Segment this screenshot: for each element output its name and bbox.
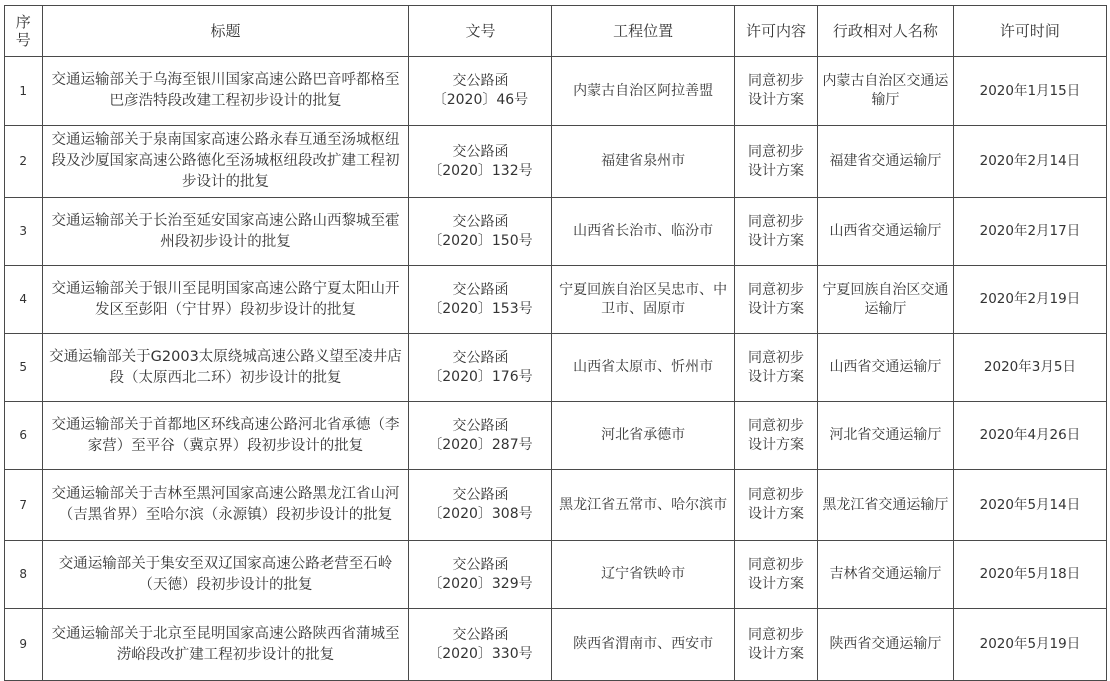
- table-row: [5, 334, 1107, 402]
- table-row: [5, 266, 1107, 334]
- cell-doc-no: 交公路函 〔2020〕132号: [409, 126, 552, 198]
- cell-title: 交通运输部关于泉南国家高速公路永春互通至汤城枢纽段及沙厦国家高速公路德化至汤城枢纽段改扩建工程初步设计的批复: [42, 126, 409, 198]
- cell-date: 2020年4月26日: [953, 402, 1106, 470]
- document-page: [4, 5, 1107, 681]
- table-row: [5, 57, 1107, 126]
- cell-party: 内蒙古自治区交通运输厅: [818, 57, 954, 126]
- cell-title: 交通运输部关于G2003太原绕城高速公路义望至凌井店段（太原西北二环）初步设计的批复: [42, 334, 409, 402]
- cell-doc-no: 交公路函 〔2020〕150号: [409, 198, 552, 266]
- cell-party: 山西省交通运输厅: [818, 334, 954, 402]
- cell-title: 交通运输部关于长治至延安国家高速公路山西黎城至霍州段初步设计的批复: [42, 198, 409, 266]
- cell-title: 交通运输部关于银川至昆明国家高速公路宁夏太阳山开发区至彭阳（宁甘界）段初步设计的批复: [42, 266, 409, 334]
- cell-title: 交通运输部关于乌海至银川国家高速公路巴音呼都格至巴彦浩特段改建工程初步设计的批复: [42, 57, 409, 126]
- cell-date: 2020年2月19日: [953, 266, 1106, 334]
- cell-no: 6: [5, 402, 43, 470]
- header-date: 许可时间: [953, 6, 1106, 57]
- cell-title: 交通运输部关于吉林至黑河国家高速公路黑龙江省山河（吉黑省界）至哈尔滨（永源镇）段初步设计的批复: [42, 470, 409, 541]
- cell-location: 陕西省渭南市、西安市: [552, 609, 734, 681]
- cell-content: 同意初步 设计方案: [734, 266, 817, 334]
- cell-content: 同意初步 设计方案: [734, 541, 817, 609]
- cell-party: 福建省交通运输厅: [818, 126, 954, 198]
- header-no-char-2: 号: [15, 31, 31, 49]
- cell-location: 辽宁省铁岭市: [552, 541, 734, 609]
- cell-content: 同意初步 设计方案: [734, 126, 817, 198]
- cell-title: 交通运输部关于首都地区环线高速公路河北省承德（李家营）至平谷（冀京界）段初步设计的批复: [42, 402, 409, 470]
- cell-location: 宁夏回族自治区吴忠市、中卫市、固原市: [552, 266, 734, 334]
- cell-date: 2020年5月14日: [953, 470, 1106, 541]
- cell-location: 内蒙古自治区阿拉善盟: [552, 57, 734, 126]
- cell-party: 宁夏回族自治区交通运输厅: [818, 266, 954, 334]
- header-no: [5, 6, 43, 57]
- cell-no: 1: [5, 57, 43, 126]
- cell-doc-no: 交公路函 〔2020〕176号: [409, 334, 552, 402]
- cell-party: 吉林省交通运输厅: [818, 541, 954, 609]
- cell-content: 同意初步 设计方案: [734, 609, 817, 681]
- cell-party: 陕西省交通运输厅: [818, 609, 954, 681]
- cell-content: 同意初步 设计方案: [734, 198, 817, 266]
- cell-location: 黑龙江省五常市、哈尔滨市: [552, 470, 734, 541]
- cell-no: 5: [5, 334, 43, 402]
- cell-date: 2020年5月19日: [953, 609, 1106, 681]
- header-content: 许可内容: [734, 6, 817, 57]
- cell-location: 福建省泉州市: [552, 126, 734, 198]
- cell-doc-no: 交公路函 〔2020〕329号: [409, 541, 552, 609]
- cell-date: 2020年5月18日: [953, 541, 1106, 609]
- cell-content: 同意初步 设计方案: [734, 470, 817, 541]
- table-body: [5, 57, 1107, 681]
- cell-doc-no: 交公路函 〔2020〕308号: [409, 470, 552, 541]
- table-row: [5, 198, 1107, 266]
- cell-doc-no: 交公路函 〔2020〕330号: [409, 609, 552, 681]
- cell-content: 同意初步 设计方案: [734, 57, 817, 126]
- cell-location: 山西省长治市、临汾市: [552, 198, 734, 266]
- table-row: [5, 126, 1107, 198]
- header-title: 标题: [42, 6, 409, 57]
- cell-location: 山西省太原市、忻州市: [552, 334, 734, 402]
- cell-content: 同意初步 设计方案: [734, 334, 817, 402]
- cell-party: 山西省交通运输厅: [818, 198, 954, 266]
- cell-location: 河北省承德市: [552, 402, 734, 470]
- permit-table: [4, 5, 1107, 681]
- table-row: [5, 402, 1107, 470]
- cell-no: 7: [5, 470, 43, 541]
- cell-title: 交通运输部关于北京至昆明国家高速公路陕西省蒲城至涝峪段改扩建工程初步设计的批复: [42, 609, 409, 681]
- cell-party: 黑龙江省交通运输厅: [818, 470, 954, 541]
- cell-content: 同意初步 设计方案: [734, 402, 817, 470]
- cell-date: 2020年2月17日: [953, 198, 1106, 266]
- cell-date: 2020年1月15日: [953, 57, 1106, 126]
- cell-date: 2020年2月14日: [953, 126, 1106, 198]
- cell-party: 河北省交通运输厅: [818, 402, 954, 470]
- table-row: [5, 470, 1107, 541]
- cell-date: 2020年3月5日: [953, 334, 1106, 402]
- cell-no: 8: [5, 541, 43, 609]
- table-row: [5, 609, 1107, 681]
- header-location: 工程位置: [552, 6, 734, 57]
- table-row: [5, 541, 1107, 609]
- cell-doc-no: 交公路函 〔2020〕153号: [409, 266, 552, 334]
- header-party: 行政相对人名称: [818, 6, 954, 57]
- cell-title: 交通运输部关于集安至双辽国家高速公路老营至石岭（天德）段初步设计的批复: [42, 541, 409, 609]
- header-doc-no: 文号: [409, 6, 552, 57]
- header-no-char-1: 序: [15, 13, 31, 31]
- cell-doc-no: 交公路函 〔2020〕287号: [409, 402, 552, 470]
- cell-no: 4: [5, 266, 43, 334]
- cell-doc-no: 交公路函 〔2020〕46号: [409, 57, 552, 126]
- header-row: [5, 6, 1107, 57]
- cell-no: 2: [5, 126, 43, 198]
- cell-no: 3: [5, 198, 43, 266]
- cell-no: 9: [5, 609, 43, 681]
